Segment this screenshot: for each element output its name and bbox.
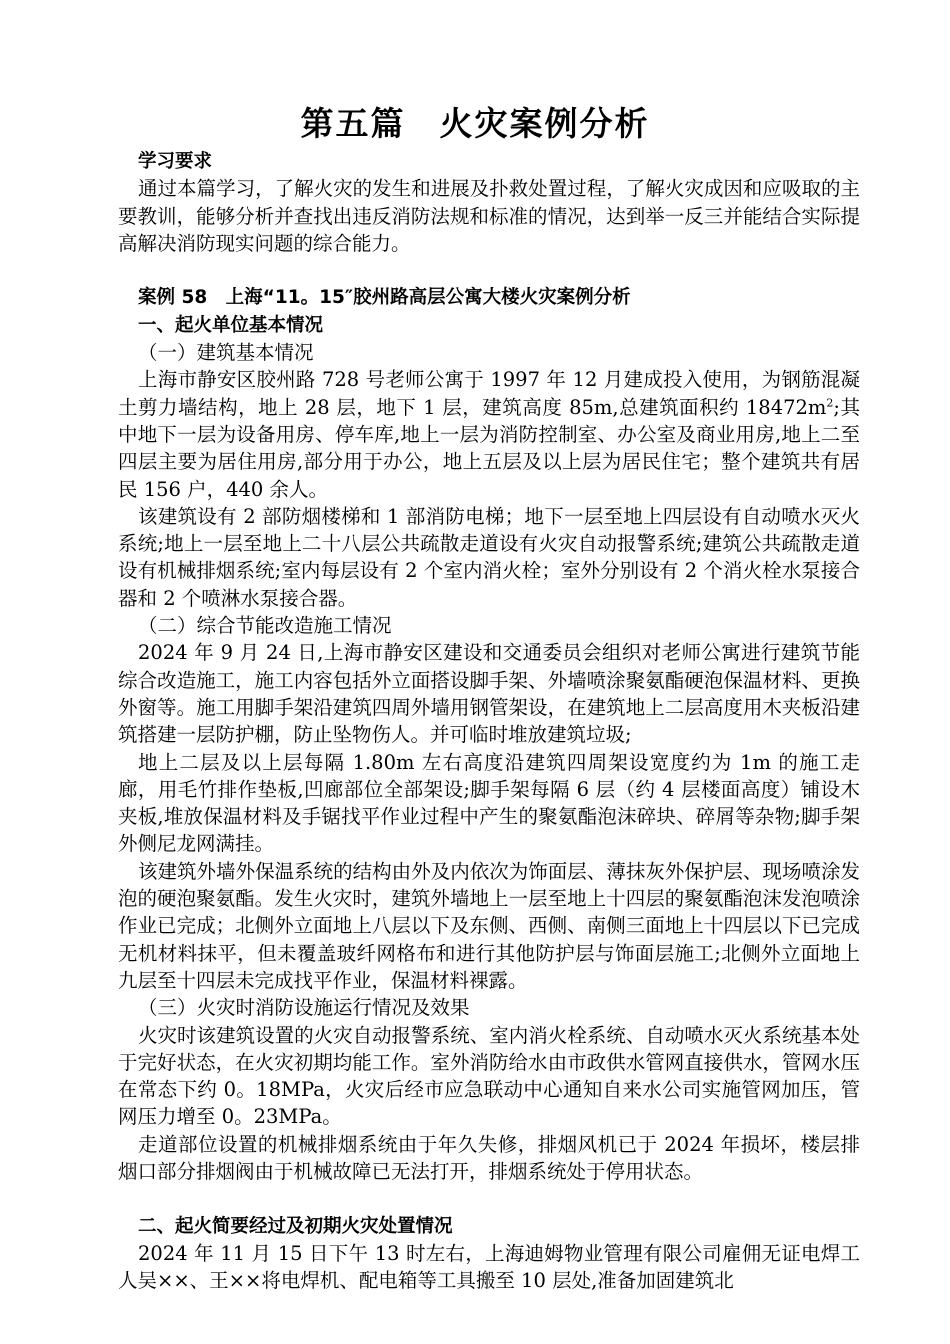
paragraph-smoke-exhaust: 走道部位设置的机械排烟系统由于年久失修，排烟风机已于 2024 年损坏，楼层排烟口部分排烟阀由于机械故障已无法打开，排烟系统处于停用状态。 [118,1132,860,1183]
subsection-heading-2: （二）综合节能改造施工情况 [138,614,392,638]
subsection-heading-1: （一）建筑基本情况 [138,341,314,365]
title-part-2: 火灾案例分析 [439,104,650,143]
case-title: 案例 58 上海“11。15″胶州路高层公寓大楼火灾案例分析 [138,287,631,309]
study-heading: 学习要求 [138,151,213,172]
document-body [118,148,860,1294]
subsection-heading-3: （三）火灾时消防设施运行情况及效果 [138,996,470,1020]
paragraph-building-info-b: ;其中地下一层为设备用房、停车库,地上一层为消防控制室、办公室及商业用房,地上二至四层主要为居住用房,部分用于办公，地上五层及以上层为居民住宅；整个建筑共有居民 156 户，440 余人。 [118,395,860,501]
superscript-2: 2 [826,396,834,410]
page-title [0,98,950,150]
title-part-1: 第五篇 [300,104,406,143]
section-heading-1: 一、起火单位基本情况 [138,314,324,336]
paragraph-building-info-a: 上海市静安区胶州路 728 号老师公寓于 1997 年 12 月建成投入使用，为钢筋混凝土剪力墙结构，地上 28 层，地下 1 层，建筑高度 85m,总建筑面积约 18472m [118,368,860,419]
paragraph-facility-status: 火灾时该建筑设置的火灾自动报警系统、室内消火栓系统、自动喷水灭火系统基本处于完好状态，在火灾初期均能工作。室外消防给水由市政供水管网直接供水，管网水压在常态下约 0。18MPa，火灾后经市应急联动中心通知自来水公司实施管网加压，管网压力增至 0。23MPa。 [118,1023,860,1129]
paragraph-insulation: 该建筑外墙外保温系统的结构由外及内依次为饰面层、薄抹灰外保护层、现场喷涂发泡的硬泡聚氨酯。发生火灾时，建筑外墙地上一层至地上十四层的聚氨酯泡沫发泡喷涂作业已完成；北侧外立面地上八层以下及东侧、西侧、南侧三面地上十四层以下已完成无机材料抹平，但未覆盖玻纤网格布和进行其他防护层与饰面层施工;北侧外立面地上九层至十四层未完成找平作业，保温材料裸露。 [118,859,860,992]
paragraph-renovation: 2024 年 9 月 24 日,上海市静安区建设和交通委员会组织对老师公寓进行建筑节能综合改造施工，施工内容包括外立面搭设脚手架、外墙喷涂聚氨酯硬泡保温材料、更换外窗等。施工用脚手架沿建筑四周外墙用钢管架设，在建筑地上二层高度用木夹板沿建筑搭建一层防护棚，防止坠物伤人。并可临时堆放建筑垃圾; [118,641,860,747]
study-paragraph: 通过本篇学习，了解火灾的发生和进展及扑救处置过程，了解火灾成因和应吸取的主要教训，能够分析并查找出违反消防法规和标准的情况，达到举一反三并能结合实际提高解决消防现实问题的综合能力。 [118,177,860,255]
paragraph-scaffolding: 地上二层及以上层每隔 1.80m 左右高度沿建筑四周架设宽度约为 1m 的施工走廊，用毛竹排作垫板,凹廊部位全部架设;脚手架每隔 6 层（约 4 层楼面高度）铺设木夹板,堆放保温材料及手锯找平作业过程中产生的聚氨酯泡沫碎块、碎屑等杂物;脚手架外侧尼龙网满挂。 [118,750,860,856]
paragraph-building-info [118,366,860,502]
paragraph-fire-facilities: 该建筑设有 2 部防烟楼梯和 1 部消防电梯；地下一层至地上四层设有自动喷水灭火系统;地上一层至地上二十八层公共疏散走道设有火灾自动报警系统;建筑公共疏散走道设有机械排烟系统;室内每层设有 2 个室内消火栓；室外分别设有 2 个消火栓水泵接合器和 2 个喷淋水泵接合器。 [118,504,860,610]
section-heading-2: 二、起火简要经过及初期火灾处置情况 [138,1215,453,1237]
paragraph-fire-start: 2024 年 11 月 15 日下午 13 时左右，上海迪姆物业管理有限公司雇佣无证电焊工人吴××、王××将电焊机、配电箱等工具搬至 10 层处,准备加固建筑北 [118,1241,860,1293]
